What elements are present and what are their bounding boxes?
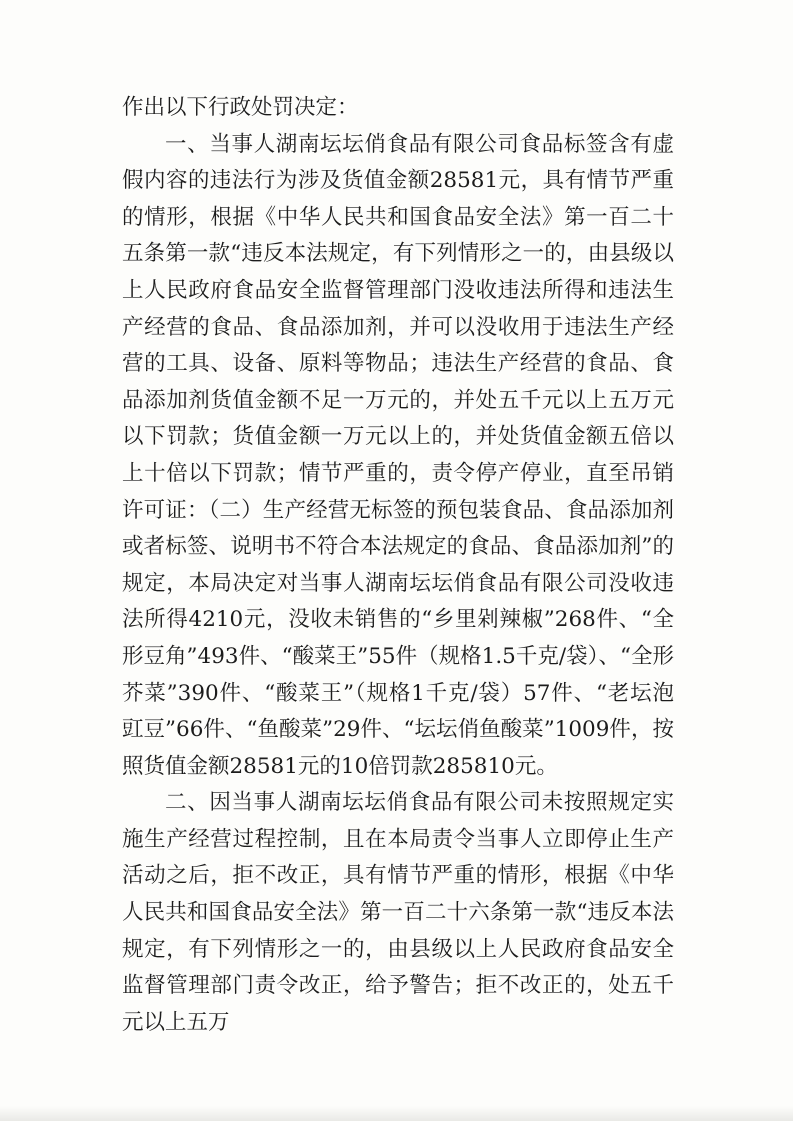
document-body [122,90,674,1041]
intro-line: 作出以下行政处罚决定： [122,95,359,120]
paragraph-penalty-one: 一、当事人湖南坛坛俏食品有限公司食品标签含有虚假内容的违法行为涉及货值金额28581元，具有情节严重的情形，根据《中华人民共和国食品安全法》第一百二十五条第一款“违反本法规定，有下列情形之一的，由县级以上人民政府食品安全监督管理部门没收违法所得和违法生产经营的食品、食品添加剂，并可以没收用于违法生产经营的工具、设备、原料等物品；违法生产经营的食品、食品添加剂货值金额不足一万元的，并处五千元以上五万元以下罚款；货值金额一万元以上的，并处货值金额五倍以上十倍以下罚款；情节严重的，责令停产停业，直至吊销许可证：（二）生产经营无标签的预包装食品、食品添加剂或者标签、说明书不符合本法规定的食品、食品添加剂”的规定，本局决定对当事人湖南坛坛俏食品有限公司没收违法所得4210元，没收未销售的“乡里剁辣椒”268件、“全形豆角”493件、“酸菜王”55件（规格1.5千克/袋）、“全形芥菜”390件、“酸菜王”（规格1千克/袋）57件、“老坛泡豇豆”66件、“鱼酸菜”29件、“坛坛俏鱼酸菜”1009件，按照货值金额28581元的10倍罚款285810元。 [122,131,674,779]
scan-bottom-edge [0,1106,793,1121]
paragraph-penalty-two: 二、因当事人湖南坛坛俏食品有限公司未按照规定实施生产经营过程控制，且在本局责令当事人立即停止生产活动之后，拒不改正，具有情节严重的情形，根据《中华人民共和国食品安全法》第一百二十六条第一款“违反本法规定，有下列情形之一的，由县级以上人民政府食品安全监督管理部门责令改正，给予警告；拒不改正的，处五千元以上五万 [122,790,674,1035]
